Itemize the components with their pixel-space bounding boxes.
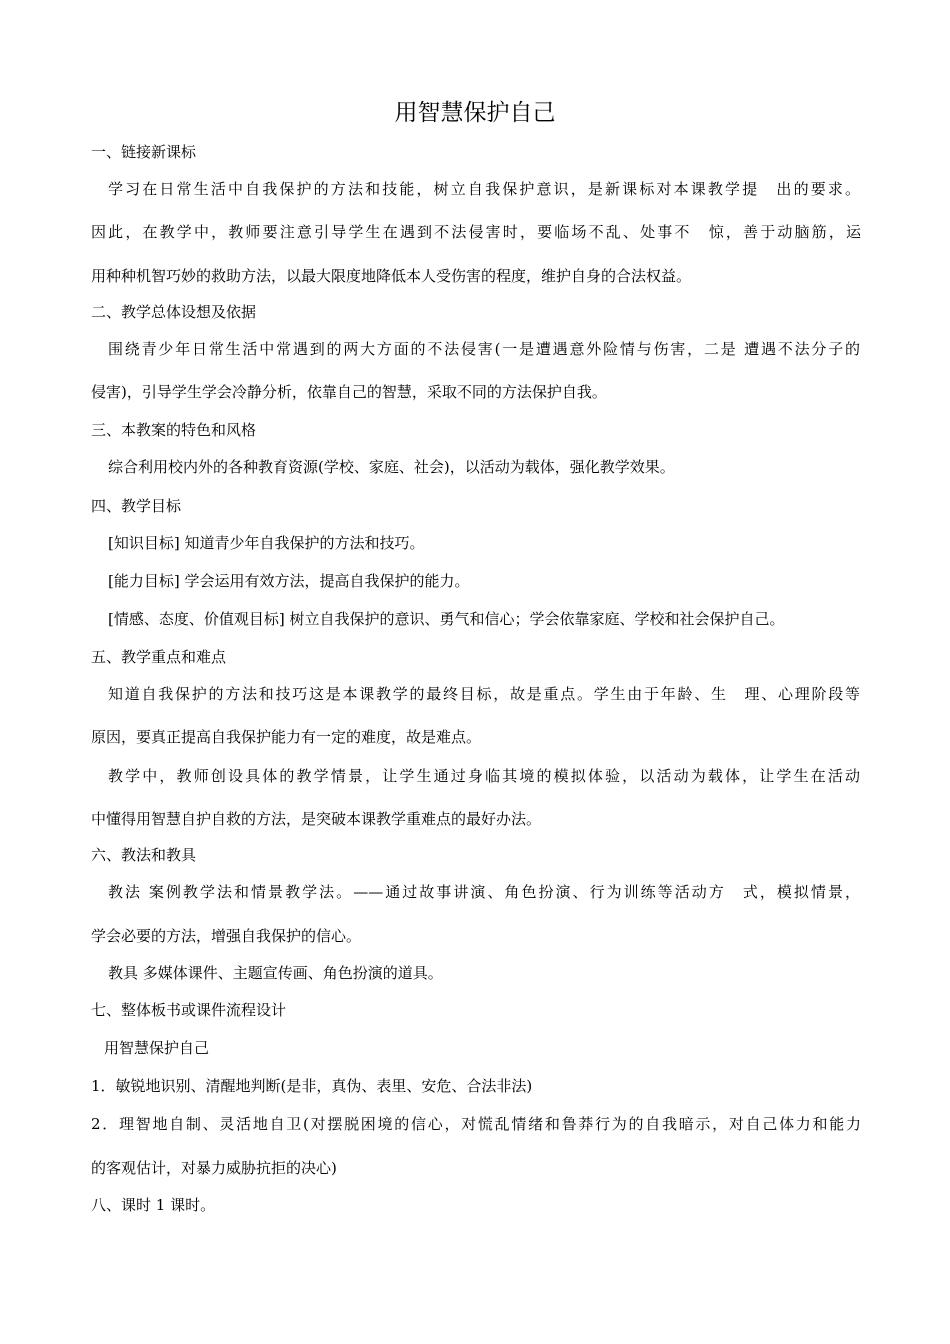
paragraph-line: 教具 多媒体课件、主题宣传画、角色扮演的道具。 [108, 964, 443, 982]
paragraph-line: 综合利用校内外的各种教育资源(学校、家庭、社会)，以活动为载体，强化教学效果。 [108, 458, 675, 476]
paragraph-line: 中懂得用智慧自护自救的方法，是突破本课教学重难点的最好办法。 [91, 810, 542, 828]
paragraph-line: 用种种机智巧妙的救助方法，以最大限度地降低本人受伤害的程度，维护自身的合法权益。 [91, 267, 692, 285]
board-title: 用智慧保护自己 [104, 1039, 210, 1057]
section-heading-1: 一、链接新课标 [91, 143, 197, 161]
section-heading-8: 八、课时 1 课时。 [91, 1196, 216, 1214]
list-item: 2．理智地自制、灵活地自卫(对摆脱困境的信心，对慌乱情绪和鲁莽行为的自我暗示，对自己体力和能力 [91, 1115, 861, 1133]
paragraph-line: 侵害)，引导学生学会冷静分析，依靠自己的智慧，采取不同的方法保护自我。 [91, 383, 607, 401]
list-item-continuation: 的客观估计，对暴力威胁抗拒的决心) [91, 1159, 337, 1177]
section-heading-7: 七、整体板书或课件流程设计 [91, 1001, 287, 1019]
paragraph-line: 原因，要真正提高自我保护能力有一定的难度，故是难点。 [91, 728, 482, 746]
paragraph-line: 教学中，教师创设具体的教学情景，让学生通过身临其境的模拟体验，以活动为载体，让学生在活动 [108, 767, 860, 785]
goal-knowledge: [知识目标] 知道青少年自我保护的方法和技巧。 [108, 534, 425, 552]
section-heading-2: 二、教学总体设想及依据 [91, 303, 257, 321]
goal-ability: [能力目标] 学会运用有效方法，提高自我保护的能力。 [108, 572, 470, 590]
section-heading-6: 六、教法和教具 [91, 846, 197, 864]
document-title: 用智慧保护自己 [394, 100, 556, 126]
goal-emotion: [情感、态度、价值观目标] 树立自我保护的意识、勇气和信心；学会依靠家庭、学校和社会保护自己。 [108, 610, 785, 628]
paragraph-line: 学会必要的方法，增强自我保护的信心。 [91, 927, 362, 945]
paragraph-line: 围绕青少年日常生活中常遇到的两大方面的不法侵害(一是遭遇意外险情与伤害，二是 遭遇不法分子的 [108, 340, 860, 358]
paragraph-line: 因此，在教学中，教师要注意引导学生在遇到不法侵害时，要临场不乱、处事不 惊，善于动脑筋，运 [91, 223, 861, 241]
section-heading-4: 四、教学目标 [91, 497, 182, 515]
paragraph-line: 知道自我保护的方法和技巧这是本课教学的最终目标，故是重点。学生由于年龄、生 理、心理阶段等 [108, 685, 860, 703]
paragraph-line: 学习在日常生活中自我保护的方法和技能，树立自我保护意识，是新课标对本课教学提 出的要求。 [108, 180, 860, 198]
list-item: 1．敏锐地识别、清醒地判断(是非，真伪、表里、安危、合法非法) [91, 1077, 533, 1095]
paragraph-line: 教法 案例教学法和情景教学法。——通过故事讲演、角色扮演、行为训练等活动方 式，模拟情景， [108, 883, 860, 901]
section-heading-3: 三、本教案的特色和风格 [91, 421, 257, 439]
section-heading-5: 五、教学重点和难点 [91, 648, 227, 666]
